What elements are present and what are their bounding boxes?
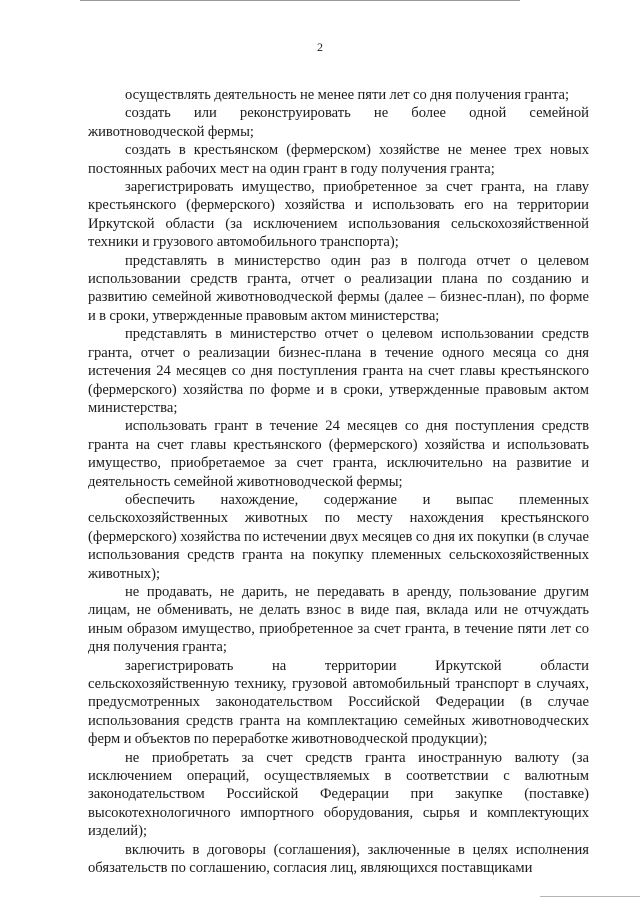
paragraph-6: представлять в министерство отчет о целевом использовании средств гранта, отчет о реализации бизнес-плана в течение одного месяца со дня истечения 24 месяцев со дня поступления гранта на счет главы крестьянского (фермерского) хозяйства по форме и в сроки, утвержденные правовым актом министерства; <box>88 326 589 416</box>
paragraph-10: зарегистрировать на территории Иркутской области сельскохозяйственную технику, грузовой автомобильный транспорт в случаях, предусмотренных законодательством Российской Федерации (в случае использования средств гранта на комплектацию семейных животноводческих ферм и объектов по переработке животноводческой продукции); <box>88 657 589 748</box>
paragraph-8: обеспечить нахождение, содержание и выпас племенных сельскохозяйственных животных по месту нахождения крестьянского (фермерского) хозяйства по истечении двух месяцев со дня их покупки (в случае использования средств гранта на покупку племенных сельскохозяйственных животных); <box>88 491 589 582</box>
paragraph-5: представлять в министерство один раз в полгода отчет о целевом использовании средств гранта, отчет о реализации плана по созданию и развитию семейной животноводческой фермы (далее – бизнес-план), по форме и в сроки, утвержденные правовым актом министерства; <box>88 252 589 324</box>
page-number: 2 <box>317 40 323 54</box>
top-edge-line <box>80 0 520 1</box>
paragraph-4: зарегистрировать имущество, приобретенное за счет гранта, на главу крестьянского (фермерского) хозяйства и использовать его на территории Иркутской области (за исключением использования сельскохозяйственной техники и грузового автомобильного транспорта); <box>88 179 589 251</box>
paragraph-7: использовать грант в течение 24 месяцев со дня поступления средств гранта на счет главы крестьянского (фермерского) хозяйства и использовать имущество, приобретаемое за счет гранта, исключительно на развитие и деятельность семейной животноводческой фермы; <box>88 418 589 490</box>
paragraph-2: создать или реконструировать не более одной семейной животноводческой фермы; <box>88 105 589 140</box>
paragraph-1: осуществлять деятельность не менее пяти лет со дня получения гранта; <box>125 87 570 103</box>
document-body <box>88 86 589 877</box>
paragraph-3: создать в крестьянском (фермерском) хозяйстве не менее трех новых постоянных рабочих мест на один грант в году получения гранта; <box>88 142 589 177</box>
paragraph-11: не приобретать за счет средств гранта иностранную валюту (за исключением операций, осуществляемых в соответствии с валютным законодательством Российской Федерации при закупке (поставке) высокотехнологичного импортного оборудования, сырья и комплектующих изделий); <box>88 749 589 840</box>
bottom-edge-line <box>540 896 640 897</box>
paragraph-9: не продавать, не дарить, не передавать в аренду, пользование другим лицам, не обменивать, не делать взнос в виде пая, вклада или не отчуждать иным образом имущество, приобретенное за счет гранта, в течение пяти лет со дня получения гранта; <box>88 583 589 656</box>
paragraph-12: включить в договоры (соглашения), заключенные в целях исполнения обязательств по соглашению, согласия лиц, являющихся поставщиками <box>88 841 589 877</box>
